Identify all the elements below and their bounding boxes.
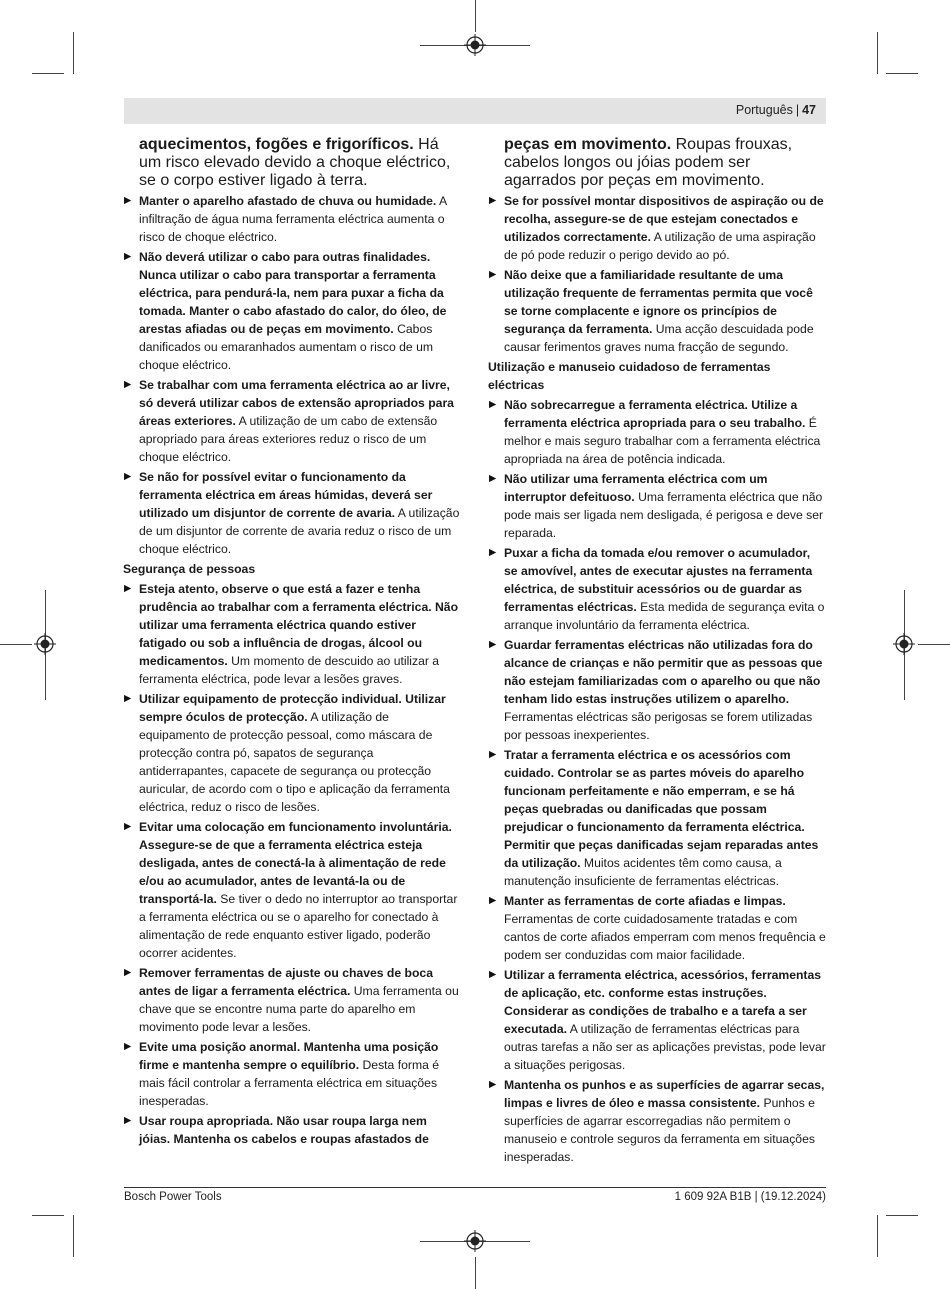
safety-list-item [123, 376, 461, 466]
instruction-explanation: A utilização de ferramentas eléctricas para outras tarefas a não ser as aplicações previstas, pode levar a situações perigosas. [504, 1022, 826, 1072]
instruction-bold: peças em movimento. [504, 136, 672, 153]
registration-mark-icon [893, 633, 915, 655]
instruction-bold: Remover ferramentas de ajuste ou chaves de boca antes de ligar a ferramenta eléctrica. [139, 966, 433, 998]
crop-mark [73, 1215, 74, 1257]
safety-list-item [488, 266, 826, 356]
footer-publisher: Bosch Power Tools [124, 1191, 222, 1203]
instruction-bold: Não sobrecarregue a ferramenta eléctrica. Utilize a ferramenta eléctrica apropriada para o seu trabalho. [504, 398, 806, 430]
safety-list-item [123, 468, 461, 558]
bullet-triangle-icon: ▶ [489, 195, 497, 206]
instruction-explanation: Uma acção descuidada pode causar ferimentos graves numa fracção de segundo. [504, 322, 814, 354]
safety-list-item [488, 544, 826, 634]
bullet-triangle-icon: ▶ [124, 693, 132, 704]
instruction-bold: Se trabalhar com uma ferramenta eléctrica ao ar livre, só deverá utilizar cabos de extensão apropriados para áreas exteriores. [139, 378, 454, 428]
instruction-explanation: Punhos e superfícies de agarrar escorregadias não permitem o manuseio e controle seguros da ferramenta em situações inesperadas. [504, 1096, 815, 1164]
safety-list-item [123, 690, 461, 816]
bullet-triangle-icon: ▶ [124, 379, 132, 390]
crop-mark [877, 32, 878, 74]
instruction-explanation: Ferramentas de corte cuidadosamente tratadas e com cantos de corte afiados emperram com menos frequência e podem ser conduzidas com maior facilidade. [504, 912, 826, 962]
safety-list-item [488, 746, 826, 890]
left-column [123, 136, 461, 1150]
instruction-bold: Usar roupa apropriada. Não usar roupa larga nem jóias. Mantenha os cabelos e roupas afastados de [139, 1114, 429, 1146]
page-header [124, 98, 826, 124]
bullet-triangle-icon: ▶ [489, 639, 497, 650]
instruction-explanation: Um momento de descuido ao utilizar a ferramenta eléctrica, pode levar a lesões graves. [139, 654, 440, 686]
continued-paragraph [488, 136, 826, 190]
safety-list-item [488, 470, 826, 542]
bullet-triangle-icon: ▶ [124, 967, 132, 978]
crop-mark [877, 1215, 878, 1257]
instruction-bold: Se for possível montar dispositivos de aspiração ou de recolha, assegure-se de que estejam conectados e utilizados correctamente. [504, 194, 824, 244]
bullet-triangle-icon: ▶ [489, 399, 497, 410]
crop-mark [0, 644, 32, 645]
bullet-triangle-icon: ▶ [489, 969, 497, 980]
instruction-explanation: Ferramentas eléctricas são perigosas se forem utilizadas por pessoas inexperientes. [504, 710, 813, 742]
bullet-triangle-icon: ▶ [489, 749, 497, 760]
instruction-explanation: A utilização de uma aspiração de pó pode reduzir o perigo devido ao pó. [504, 230, 816, 262]
safety-list-item [488, 636, 826, 744]
instruction-bold: Não deixe que a familiaridade resultante de uma utilização frequente de ferramentas permita que você se torne complacente e ignore os princípios de segurança da ferramenta. [504, 268, 813, 336]
instruction-explanation: A utilização de um disjuntor de corrente de avaria reduz o risco de um choque eléctrico. [139, 506, 460, 556]
crop-mark [73, 32, 74, 74]
instruction-explanation: Desta forma é mais fácil controlar a ferramenta eléctrica em situações inesperadas. [139, 1058, 440, 1108]
safety-list-item [488, 396, 826, 468]
instruction-bold: aquecimentos, fogões e frigoríficos. [139, 136, 414, 153]
instruction-bold: Evite uma posição anormal. Mantenha uma posição firme e mantenha sempre o equilíbrio. [139, 1040, 439, 1072]
safety-list-item [488, 892, 826, 964]
bullet-triangle-icon: ▶ [124, 195, 132, 206]
safety-list-item [123, 1038, 461, 1110]
bullet-triangle-icon: ▶ [124, 583, 132, 594]
instruction-explanation: Roupas frouxas, cabelos longos ou jóias podem ser agarrados por peças em movimento. [504, 136, 793, 189]
crop-mark [886, 1215, 918, 1216]
instruction-explanation: Muitos acidentes têm como causa, a manutenção insuficiente de ferramentas eléctricas. [504, 856, 782, 888]
instruction-explanation: Uma ferramenta ou chave que se encontre numa parte do aparelho em movimento pode levar a lesões. [139, 984, 459, 1034]
safety-list-item [123, 818, 461, 962]
page-number: 47 [802, 103, 816, 117]
language-label: Português [735, 103, 793, 117]
instruction-bold: Utilizar a ferramenta eléctrica, acessórios, ferramentas de aplicação, etc. conforme estas instruções. Considerar as condições de trabalho e a tarefa a ser executada. [504, 968, 822, 1036]
instruction-explanation: É melhor e mais seguro trabalhar com a ferramenta eléctrica apropriada na área de potência indicada. [504, 416, 821, 466]
bullet-triangle-icon: ▶ [124, 1041, 132, 1052]
crop-mark [475, 1257, 476, 1289]
instruction-bold: Utilizar equipamento de protecção individual. Utilizar sempre óculos de protecção. [139, 692, 446, 724]
bullet-triangle-icon: ▶ [489, 547, 497, 558]
registration-mark-icon [464, 1230, 486, 1252]
crop-mark [32, 73, 64, 74]
section-heading: Segurança de pessoas [123, 562, 256, 576]
safety-list-item [123, 964, 461, 1036]
footer-rule [124, 1187, 826, 1188]
bullet-triangle-icon: ▶ [124, 1115, 132, 1126]
instruction-explanation: A utilização de equipamento de protecção pessoal, como máscara de protecção contra pó, sapatos de segurança antiderrapantes, capacete de segurança ou protecção auricular, de acordo com o tipo e aplicação da ferramenta eléctrica, reduz o risco de lesões. [139, 710, 450, 814]
safety-list-item [123, 192, 461, 246]
instruction-explanation: A infiltração de água numa ferramenta eléctrica aumenta o risco de choque eléctrico. [139, 194, 447, 244]
bullet-triangle-icon: ▶ [489, 895, 497, 906]
instruction-explanation: A utilização de um cabo de extensão apropriado para áreas exteriores reduz o risco de um choque eléctrico. [139, 414, 438, 464]
continued-paragraph [123, 136, 461, 190]
safety-list-item [123, 248, 461, 374]
crop-mark [475, 0, 476, 32]
right-column [488, 136, 826, 1168]
instruction-bold: Guardar ferramentas eléctricas não utilizadas fora do alcance de crianças e não permitir que as pessoas que não estejam familiarizadas com o aparelho ou que não tenham lido estas instruções utilizem o aparelho. [504, 638, 823, 706]
instruction-bold: Evitar uma colocação em funcionamento involuntária. Assegure-se de que a ferramenta eléctrica esteja desligada, antes de conectá-la à alimentação de rede e/ou ao acumulador, antes de levantá-la ou de transportá-la. [139, 820, 452, 906]
header-language: Português | 47 [735, 103, 816, 117]
instruction-explanation: Uma ferramenta eléctrica que não pode mais ser ligada nem desligada, é perigosa e deve ser reparada. [504, 490, 824, 540]
section-heading: Utilização e manuseio cuidadoso de ferramentas eléctricas [488, 360, 771, 392]
bullet-triangle-icon: ▶ [489, 1079, 497, 1090]
bullet-triangle-icon: ▶ [124, 251, 132, 262]
crop-mark [32, 1215, 64, 1216]
instruction-bold: Não deverá utilizar o cabo para outras finalidades. Nunca utilizar o cabo para transportar a ferramenta eléctrica, para pendurá-la, nem para puxar a ficha da tomada. Manter o cabo afastado do calor, do óleo, de arestas afiadas ou de peças em movimento. [139, 250, 447, 336]
registration-mark-icon [464, 34, 486, 56]
instruction-explanation: Há um risco elevado devido a choque eléctrico, se o corpo estiver ligado à terra. [139, 136, 451, 189]
instruction-bold: Puxar a ficha da tomada e/ou remover o acumulador, se amovível, antes de executar ajustes na ferramenta eléctrica, de substituir acessórios ou de guardar as ferramentas eléctricas. [504, 546, 813, 614]
safety-list-item [488, 1076, 826, 1166]
instruction-bold: Se não for possível evitar o funcionamento da ferramenta eléctrica em áreas húmidas, deverá ser utilizado um disjuntor de corrente de avaria. [139, 470, 433, 520]
safety-list-item [488, 966, 826, 1074]
instruction-bold: Manter o aparelho afastado de chuva ou humidade. [139, 194, 437, 208]
safety-list-item [123, 580, 461, 688]
instruction-bold: Manter as ferramentas de corte afiadas e limpas. [504, 894, 786, 908]
safety-list-item [488, 192, 826, 264]
instruction-explanation: Se tiver o dedo no interruptor ao transportar a ferramenta eléctrica ou se o aparelho for conectado à alimentação de rede enquanto estiver ligado, poderão ocorrer acidentes. [139, 892, 458, 960]
crop-mark [886, 73, 918, 74]
instruction-bold: Mantenha os punhos e as superfícies de agarrar secas, limpas e livres de óleo e massa consistente. [504, 1078, 825, 1110]
registration-mark-icon [34, 633, 56, 655]
bullet-triangle-icon: ▶ [124, 821, 132, 832]
instruction-bold: Esteja atento, observe o que está a fazer e tenha prudência ao trabalhar com a ferramenta eléctrica. Não utilizar uma ferramenta eléctrica quando estiver fatigado ou sob a influência de drogas, álcool ou medicamentos. [139, 582, 459, 668]
instruction-bold: Tratar a ferramenta eléctrica e os acessórios com cuidado. Controlar se as partes móveis do aparelho funcionam perfeitamente e não emperram, e se há peças quebradas ou danificadas que possam prejudicar o funcionamento da ferramenta eléctrica. Permitir que peças danificadas sejam reparadas antes da utilização. [504, 748, 819, 870]
safety-list-item [123, 1112, 461, 1148]
instruction-explanation: Esta medida de segurança evita o arranque involuntário da ferramenta eléctrica. [504, 600, 825, 632]
crop-mark [918, 644, 950, 645]
footer-doc-code: 1 609 92A B1B | (19.12.2024) [674, 1191, 826, 1203]
bullet-triangle-icon: ▶ [124, 471, 132, 482]
instruction-explanation: Cabos danificados ou emaranhados aumentam o risco de um choque eléctrico. [139, 322, 434, 372]
bullet-triangle-icon: ▶ [489, 269, 497, 280]
instruction-bold: Não utilizar uma ferramenta eléctrica com um interruptor defeituoso. [504, 472, 768, 504]
bullet-triangle-icon: ▶ [489, 473, 497, 484]
